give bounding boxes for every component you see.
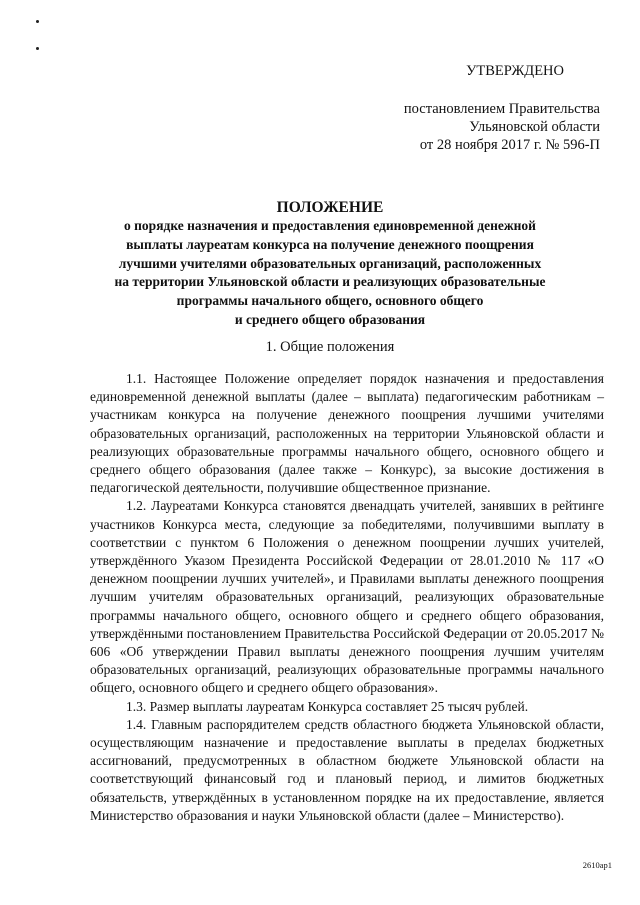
section-heading: 1. Общие положения xyxy=(265,339,395,355)
paragraph: 1.4. Главным распорядителем средств областного бюджета Ульяновской области, осуществляющим назначение и предоставление выплаты в пределах бюджетных ассигнований, предусмотренных в областном бюджете Ульяновской области на соответствующий финансовый год и плановый период, и лимитов бюджетных обязательств, утверждённых в установленном порядке на их предоставление, является Министерство образования и науки Ульяновской области (далее – Министерство). xyxy=(90,716,604,823)
paragraph: 1.1. Настоящее Положение определяет порядок назначения и предоставления единовременной денежной выплаты (далее – выплата) педагогическим работникам – участникам конкурса на получение денежного поощрения лучшими учителями образовательных организаций, расположенных на территории Ульяновской области и реализующих образовательные программы начального общего, основного общего и среднего общего образования (далее также – Конкурс), за высокие достижения в педагогической деятельности, получившие общественное признание. xyxy=(90,371,604,496)
title-line: программы начального общего, основного общего xyxy=(176,293,484,309)
section-body xyxy=(90,370,604,825)
paragraph: 1.3. Размер выплаты лауреатам Конкурса составляет 25 тысяч рублей. xyxy=(126,698,529,714)
paragraph: 1.2. Лауреатами Конкурса становятся двенадцать учителей, занявших в рейтинге участников Конкурса места, следующие за победителями, получившими выплату в соответствии с пунктом 6 Положения о денежном поощрении лучших учителей, утверждённого Указом Президента Российской Федерации от 28.01.2010 № 117 «О денежном поощрении лучших учителей», и Правилами выплаты денежного поощрения лучшим учителям образовательных организаций, реализующих образовательные программы начального общего, основного общего и среднего общего образования, утверждёнными постановлением Правительства Российской Федерации от 20.05.2017 № 606 «Об утверждении Правил выплаты денежного поощрения лучшим учителям образовательных организаций, реализующих образовательные программы начального общего, основного общего и среднего общего образования». xyxy=(90,498,604,696)
title-line: и среднего общего образования xyxy=(234,311,426,327)
scan-mark xyxy=(36,47,39,50)
title-line: о порядке назначения и предоставления единовременной денежной xyxy=(124,218,536,233)
approval-line: от 28 ноября 2017 г. № 596-П xyxy=(419,137,600,153)
scan-mark xyxy=(36,20,39,23)
title-line: на территории Ульяновской области и реализующих образовательные xyxy=(114,274,546,290)
document-code: 2610ap1 xyxy=(582,860,612,870)
document-title xyxy=(70,198,590,330)
title-line: выплаты лауреатам конкурса на получение денежного поощрения xyxy=(126,236,534,252)
approval-stamp xyxy=(360,62,600,154)
approval-line: Ульяновской области xyxy=(469,119,600,135)
approval-heading: УТВЕРЖДЕНО xyxy=(466,63,564,79)
title-line: лучшими учителями образовательных организаций, расположенных xyxy=(118,255,542,271)
title-main: ПОЛОЖЕНИЕ xyxy=(276,199,384,216)
approval-line: постановлением Правительства xyxy=(403,101,600,117)
